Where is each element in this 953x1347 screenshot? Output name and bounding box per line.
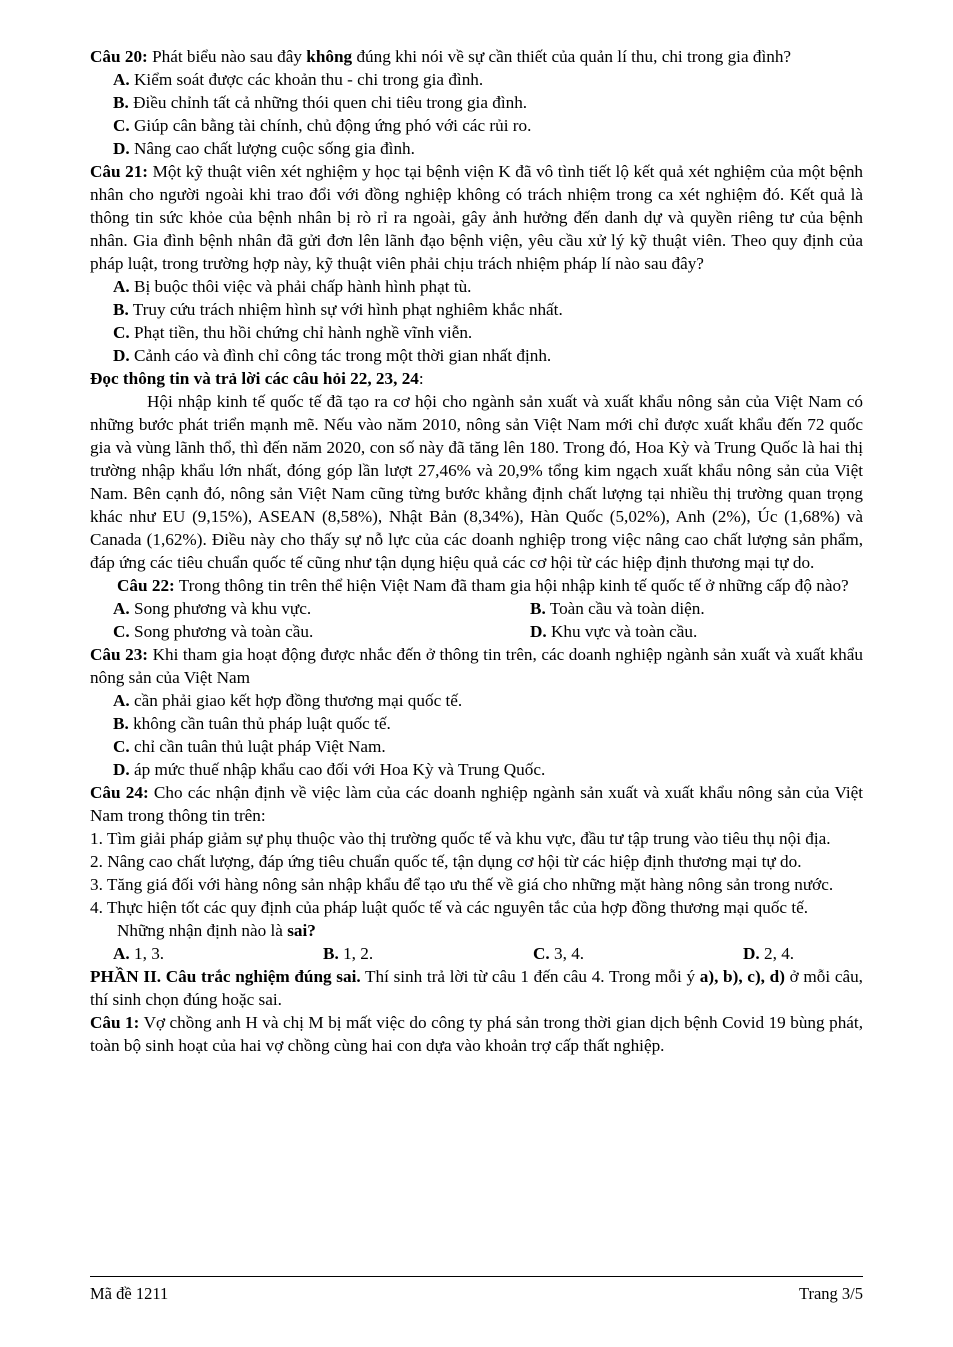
option-c[interactable]: C. chỉ cần tuân thủ luật pháp Việt Nam. <box>113 737 386 756</box>
exam-code: Mã đề 1211 <box>90 1284 169 1303</box>
statement-1: 1. Tìm giải pháp giảm sự phụ thuộc vào thị trường quốc tế và khu vực, đầu tư tập trung vào tiêu thụ nội địa. <box>90 829 831 848</box>
statement-3: 3. Tăng giá đối với hàng nông sản nhập khẩu để tạo ưu thế về giá cho những mặt hàng nông sản trong nước. <box>90 875 834 894</box>
option-c[interactable]: C. Giúp cân bằng tài chính, chủ động ứng phó với các rủi ro. <box>113 116 532 135</box>
question-label: Câu 1: <box>90 1013 140 1032</box>
option-a[interactable]: A. Kiểm soát được các khoản thu - chi trong gia đình. <box>113 70 484 89</box>
question-20-stem: Câu 20: Phát biểu nào sau đây không đúng khi nói về sự cần thiết của quản lí thu, chi trong gia đình? <box>90 47 792 66</box>
question-22-options <box>90 597 863 643</box>
question-24-options <box>90 942 863 965</box>
question-label: Câu 21: <box>90 162 149 181</box>
question-label: Câu 23: <box>90 645 149 664</box>
option-a[interactable]: A. Bị buộc thôi việc và phải chấp hành hình phạt tù. <box>113 277 472 296</box>
option-c[interactable]: C. 3, 4. <box>533 944 585 963</box>
option-a[interactable]: A. Song phương và khu vực. <box>113 599 312 618</box>
question-24-prompt: Những nhận định nào là sai? <box>117 921 316 940</box>
question-label: Câu 24: <box>90 783 149 802</box>
option-b[interactable]: B. 1, 2. <box>323 944 374 963</box>
part-2-heading: PHẦN II. Câu trắc nghiệm đúng sai. <box>90 967 361 986</box>
statement-4: 4. Thực hiện tốt các quy định của pháp luật quốc tế và các nguyên tắc của hợp đồng thương mại quốc tế. <box>90 898 809 917</box>
part-2-question-1-stem: Câu 1: Vợ chồng anh H và chị M bị mất việc do công ty phá sản trong thời gian dịch bệnh Covid 19 bùng phát, toàn bộ sinh hoạt của hai vợ chồng cùng hai con dựa vào khoản trợ cấp thất nghiệp. <box>90 1013 863 1055</box>
statement-2: 2. Nâng cao chất lượng, đáp ứng tiêu chuẩn quốc tế, tận dụng cơ hội từ các hiệp định thương mại tự do. <box>90 852 802 871</box>
option-d[interactable]: D. Khu vực và toàn cầu. <box>530 622 698 641</box>
option-d[interactable]: D. áp mức thuế nhập khẩu cao đối với Hoa Kỳ và Trung Quốc. <box>113 760 546 779</box>
question-21-stem: Câu 21: Một kỹ thuật viên xét nghiệm y học tại bệnh viện K đã vô tình tiết lộ kết quả xét nghiệm của một bệnh nhân cho người ngoài khi trao đổi với đồng nghiệp không có trách nhiệm trong ca xét nghiệm đó. Kết quả là thông tin sức khỏe của bệnh nhân bị rò rỉ ra ngoài, gây ảnh hưởng đến danh dự và quyền riêng tư của bệnh nhân. Gia đình bệnh nhân đã gửi đơn lên lãnh đạo bệnh viện, yêu cầu xử lý kỹ thuật viên. Theo quy định của pháp luật, trong trường hợp này, kỹ thuật viên phải chịu trách nhiệm pháp lí nào sau đây? <box>90 162 864 273</box>
reading-passage: Hội nhập kinh tế quốc tế đã tạo ra cơ hội cho ngành sản xuất và xuất khẩu nông sản của Việt Nam có những bước phát triển mạnh mẽ. Nếu vào năm 2010, nông sản Việt Nam mới chỉ được xuất khẩu đến 72 quốc gia và vùng lãnh thổ, thì đến năm 2020, con số này đã tăng lên 180. Trong đó, Hoa Kỳ và Trung Quốc là hai thị trường nhập khẩu lớn nhất, đóng góp lần lượt 27,46% và 20,9% tổng kim ngạch xuất khẩu nông sản của Việt Nam. Bên cạnh đó, nông sản Việt Nam cũng từng bước khẳng định chất lượng tại nhiều thị trường quan trọng khác như EU (9,15%), ASEAN (8,58%), Nhật Bản (8,34%), Hàn Quốc (5,02%), Anh (2%), Úc (1,68%) và Canada (1,62%). Điều này cho thấy sự nỗ lực của các doanh nghiệp trong việc nâng cao chất lượng sản phẩm, đáp ứng các tiêu chuẩn quốc tế cũng như tận dụng hiệu quả các cơ hội từ các hiệp định thương mại tự do. <box>90 392 863 572</box>
page-footer <box>90 1282 863 1305</box>
option-a[interactable]: A. cần phải giao kết hợp đồng thương mại quốc tế. <box>113 691 463 710</box>
option-d[interactable]: D. Cảnh cáo và đình chỉ công tác trong một thời gian nhất định. <box>113 346 552 365</box>
question-label: Câu 20: <box>90 47 148 66</box>
option-b[interactable]: B. Truy cứu trách nhiệm hình sự với hình phạt nghiêm khắc nhất. <box>113 300 563 319</box>
option-a[interactable]: A. 1, 3. <box>113 944 165 963</box>
option-d[interactable]: D. 2, 4. <box>743 944 795 963</box>
option-b[interactable]: B. Điều chỉnh tất cả những thói quen chi tiêu trong gia đình. <box>113 93 528 112</box>
option-b[interactable]: B. không cần tuân thủ pháp luật quốc tế. <box>113 714 391 733</box>
question-label: Câu 22: <box>117 576 175 595</box>
reading-heading: Đọc thông tin và trả lời các câu hỏi 22, 23, 24: <box>90 369 424 388</box>
part-2-instructions: PHẦN II. Câu trắc nghiệm đúng sai. Thí sinh trả lời từ câu 1 đến câu 4. Trong mỗi ý a), b), c), d) ở mỗi câu, thí sinh chọn đúng hoặc sai. <box>90 967 863 1009</box>
question-24-stem: Câu 24: Cho các nhận định về việc làm của các doanh nghiệp ngành sản xuất và xuất khẩu nông sản của Việt Nam trong thông tin trên: <box>90 783 863 825</box>
option-c[interactable]: C. Song phương và toàn cầu. <box>113 622 314 641</box>
footer-divider <box>90 1276 863 1277</box>
option-b[interactable]: B. Toàn cầu và toàn diện. <box>530 599 705 618</box>
question-22-stem: Câu 22: Trong thông tin trên thể hiện Việt Nam đã tham gia hội nhập kinh tế quốc tế ở những cấp độ nào? <box>117 576 849 595</box>
page-number: Trang 3/5 <box>798 1284 863 1303</box>
option-c[interactable]: C. Phạt tiền, thu hồi chứng chỉ hành nghề vĩnh viễn. <box>113 323 473 342</box>
option-d[interactable]: D. Nâng cao chất lượng cuộc sống gia đình. <box>113 139 415 158</box>
question-23-stem: Câu 23: Khi tham gia hoạt động được nhắc đến ở thông tin trên, các doanh nghiệp ngành sản xuất và xuất khẩu nông sản của Việt Nam <box>90 645 864 687</box>
exam-page <box>90 45 863 1057</box>
